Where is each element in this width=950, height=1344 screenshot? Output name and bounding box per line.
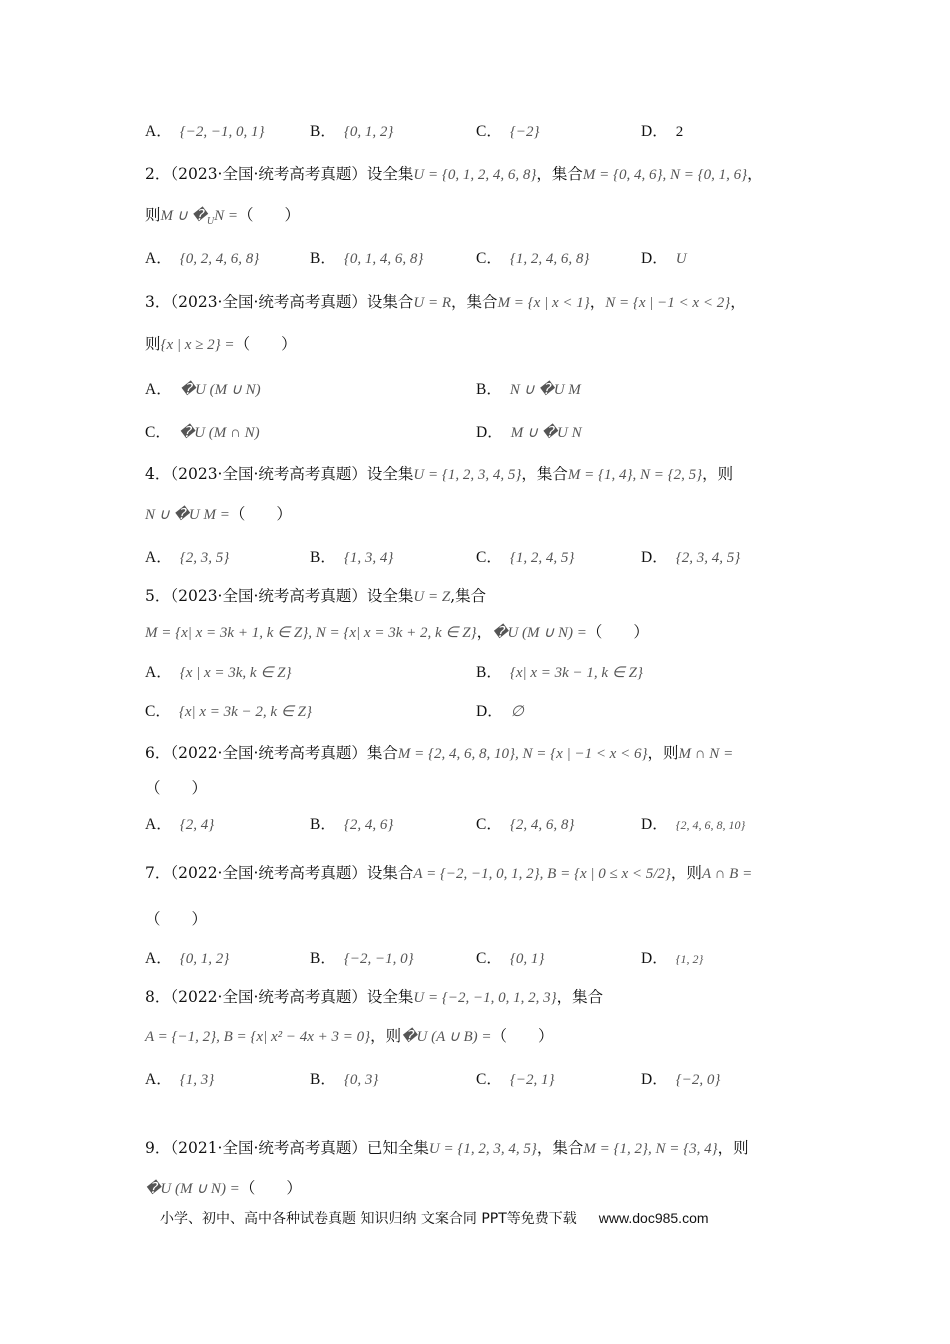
option-value: {1, 3, 4}	[343, 550, 394, 566]
option-label: D．	[641, 816, 668, 833]
q5-stem-line1	[0, 581, 950, 611]
q2-stem-line2	[0, 200, 950, 230]
q7-stem-line1	[0, 858, 950, 888]
option-label: A．	[145, 123, 172, 140]
option-label: D．	[641, 549, 668, 566]
option-value: {−2, −1, 0, 1}	[179, 124, 265, 140]
option-label: B．	[476, 381, 502, 398]
option-label: A．	[145, 1071, 172, 1088]
stem-text: ,集合	[450, 587, 487, 605]
q9-stem-line1	[0, 1133, 950, 1163]
q5-stem	[145, 581, 486, 612]
option-value: {1, 2}	[675, 952, 704, 966]
q1-options	[0, 116, 950, 146]
stem-text: ，	[589, 293, 606, 311]
answer-paren: （ ）	[145, 779, 208, 797]
math-expr: U = {0, 1, 2, 4, 6, 8}	[413, 167, 537, 183]
q7-stem-cont	[145, 904, 207, 934]
answer-paren: （ ）	[229, 505, 292, 523]
option-value: {0, 3}	[343, 1072, 379, 1088]
math-expr: A = {−2, −1, 0, 1, 2}, B = {x | 0 ≤ x < 5/2}	[413, 866, 671, 882]
option-value: {x| x = 3k − 2, k ∈ Z}	[178, 704, 312, 720]
q2-option-a[interactable]	[145, 243, 259, 274]
page-footer	[160, 1208, 709, 1228]
q6-stem-line2	[0, 773, 950, 803]
option-label: A．	[145, 816, 172, 833]
option-value: {2, 4}	[179, 817, 215, 833]
answer-paren: （ ）	[238, 206, 301, 224]
stem-text: 7．（2022·全国·统考高考真题）设集合	[145, 864, 414, 882]
math-expr: N =	[214, 208, 238, 224]
q5-option-c[interactable]	[145, 696, 312, 727]
q7-stem-line2	[0, 904, 950, 934]
option-value: {−2}	[509, 124, 540, 140]
stem-text: ，集合	[451, 293, 498, 311]
stem-text: 则	[145, 206, 161, 224]
q2-option-c[interactable]	[476, 243, 589, 274]
stem-text: ，	[730, 293, 746, 311]
q3-option-c[interactable]	[145, 417, 260, 448]
option-label: D．	[641, 250, 668, 267]
math-expr: M ∩ N =	[678, 746, 734, 762]
option-value: {−2, 1}	[509, 1072, 555, 1088]
q6-option-d[interactable]	[641, 809, 745, 840]
math-expr: M ∪ �	[160, 208, 207, 224]
option-value: {−2, 0}	[675, 1072, 721, 1088]
stem-text: ，集合	[556, 988, 604, 1006]
math-expr: N ∪ �U M =	[145, 507, 230, 523]
option-label: D．	[641, 123, 668, 140]
footer-site-link[interactable]: www.doc985.com	[598, 1210, 709, 1226]
math-expr: M = {1, 2}, N = {3, 4}	[583, 1141, 718, 1157]
q3-options-row2	[0, 417, 950, 447]
q2-option-b[interactable]	[310, 243, 423, 274]
q8-option-a[interactable]	[145, 1064, 214, 1095]
q4-stem-line1	[0, 459, 950, 489]
option-value: ∅	[510, 704, 524, 720]
option-value: N ∪ �U M	[509, 382, 581, 398]
q5-option-a[interactable]	[145, 657, 292, 688]
q3-stem	[145, 287, 746, 318]
option-value: {0, 1, 4, 6, 8}	[343, 251, 424, 267]
q3-option-a[interactable]	[145, 374, 261, 405]
option-label: A．	[145, 381, 172, 398]
option-label: A．	[145, 664, 172, 681]
q4-stem-line2	[0, 499, 950, 529]
q1-option-d[interactable]	[641, 116, 683, 147]
answer-paren: （ ）	[586, 623, 649, 641]
option-label: D．	[641, 950, 668, 967]
q9-stem	[145, 1133, 749, 1164]
q2-stem	[145, 159, 763, 190]
option-label: D．	[476, 703, 503, 720]
option-value: U	[675, 251, 687, 267]
math-expr: A ∩ B =	[701, 866, 753, 882]
stem-text: 则	[145, 335, 161, 353]
q6-stem-cont	[145, 773, 207, 803]
math-expr: U = R	[413, 295, 452, 311]
q8-stem-line2	[0, 1021, 950, 1051]
q4-stem	[145, 459, 733, 490]
q4-option-b[interactable]	[310, 542, 393, 573]
option-label: C．	[476, 816, 502, 833]
q3-stem-line1	[0, 287, 950, 317]
option-value: {x| x = 3k − 1, k ∈ Z}	[509, 665, 643, 681]
option-label: B．	[310, 123, 336, 140]
stem-text: ，集合	[536, 1139, 584, 1157]
option-label: B．	[310, 816, 336, 833]
stem-text: ，	[476, 623, 493, 641]
q8-option-c[interactable]	[476, 1064, 554, 1095]
q6-option-c[interactable]	[476, 809, 574, 840]
math-expr: �U (M ∪ N) =	[492, 625, 587, 641]
option-label: C．	[476, 1071, 502, 1088]
stem-text: ，则	[370, 1027, 402, 1045]
math-expr: M = {2, 4, 6, 8, 10}, N = {x | −1 < x < 6}	[397, 746, 648, 762]
q2-stem-line1	[0, 159, 950, 189]
math-sub: U	[206, 216, 215, 228]
q1-option-a[interactable]	[145, 116, 264, 147]
answer-paren: （ ）	[491, 1027, 554, 1045]
option-value: {2, 4, 6, 8}	[509, 817, 575, 833]
option-label: C．	[476, 549, 502, 566]
option-label: A．	[145, 549, 172, 566]
stem-text: 2．（2023·全国·统考高考真题）设全集	[145, 165, 414, 183]
option-label: C．	[145, 424, 171, 441]
option-label: B．	[310, 250, 336, 267]
option-value: 2	[675, 124, 684, 140]
option-label: B．	[310, 1071, 336, 1088]
math-expr: A = {−1, 2}, B = {x| x² − 4x + 3 = 0}	[145, 1029, 371, 1045]
stem-text: 3．（2023·全国·统考高考真题）设集合	[145, 293, 414, 311]
q3-option-b[interactable]	[476, 374, 581, 405]
option-value: {x | x = 3k, k ∈ Z}	[179, 665, 292, 681]
option-label: A．	[145, 250, 172, 267]
option-label: A．	[145, 950, 172, 967]
q2-stem-cont	[145, 200, 300, 237]
q7-option-b[interactable]	[310, 943, 414, 974]
q8-stem	[145, 982, 603, 1013]
stem-text: ，则	[717, 1139, 749, 1157]
q8-option-d[interactable]	[641, 1064, 720, 1095]
option-value: {−2, −1, 0}	[343, 951, 414, 967]
math-expr: U = Z	[413, 589, 451, 605]
q5-stem-cont	[145, 617, 649, 648]
option-label: B．	[476, 664, 502, 681]
stem-text: ，则	[647, 744, 679, 762]
stem-text: 4．（2023·全国·统考高考真题）设全集	[145, 465, 414, 483]
q6-option-a[interactable]	[145, 809, 214, 840]
q8-options	[0, 1064, 950, 1094]
q4-option-a[interactable]	[145, 542, 229, 573]
option-value: {2, 4, 6}	[343, 817, 394, 833]
q9-stem-cont	[145, 1173, 302, 1204]
math-expr: �U (M ∪ N) =	[145, 1181, 240, 1197]
stem-text: 8．（2022·全国·统考高考真题）设全集	[145, 988, 414, 1006]
q2-options	[0, 243, 950, 273]
option-value: {2, 3, 5}	[179, 550, 230, 566]
math-expr: U = {1, 2, 3, 4, 5}	[413, 467, 522, 483]
q3-stem-line2	[0, 329, 950, 359]
q3-options-row1	[0, 374, 950, 404]
option-value: {2, 3, 4, 5}	[675, 550, 741, 566]
answer-paren: （ ）	[234, 335, 297, 353]
q4-option-c[interactable]	[476, 542, 574, 573]
q7-options	[0, 943, 950, 973]
option-label: C．	[145, 703, 171, 720]
option-value: {0, 1}	[509, 951, 545, 967]
option-label: C．	[476, 123, 502, 140]
stem-text: ，集合	[536, 165, 583, 183]
math-expr: M = {x | x < 1}	[497, 295, 590, 311]
option-value: �U (M ∩ N)	[178, 425, 260, 441]
q6-option-b[interactable]	[310, 809, 393, 840]
q1-option-c[interactable]	[476, 116, 539, 147]
option-label: D．	[476, 424, 503, 441]
option-value: �U (M ∪ N)	[179, 382, 261, 398]
footer-text: 小学、初中、高中各种试卷真题 知识归纳 文案合同 PPT等免费下载	[160, 1211, 577, 1227]
option-label: C．	[476, 250, 502, 267]
option-value: {1, 2, 4, 5}	[509, 550, 575, 566]
q2-option-d[interactable]	[641, 243, 687, 274]
stem-text: ，集合	[521, 465, 568, 483]
q5-stem-line2	[0, 617, 950, 647]
option-value: {2, 4, 6, 8, 10}	[675, 818, 746, 832]
stem-text: ，则	[702, 465, 734, 483]
math-expr: M = {1, 4}, N = {2, 5}	[567, 467, 703, 483]
option-value: {1, 2, 4, 6, 8}	[509, 251, 590, 267]
q7-stem	[145, 858, 752, 889]
option-value: {0, 1, 2}	[179, 951, 230, 967]
q8-stem-line1	[0, 982, 950, 1012]
stem-text: ，	[747, 165, 763, 183]
stem-text: 5．（2023·全国·统考高考真题）设全集	[145, 587, 414, 605]
math-expr: �U (A ∪ B) =	[401, 1029, 492, 1045]
q4-options	[0, 542, 950, 572]
stem-text: ，则	[670, 864, 702, 882]
q6-options	[0, 809, 950, 839]
q5-option-d[interactable]	[476, 696, 524, 727]
q5-options-row1	[0, 657, 950, 687]
q9-stem-line2	[0, 1173, 950, 1203]
option-label: D．	[641, 1071, 668, 1088]
option-value: {0, 1, 2}	[343, 124, 394, 140]
q4-option-d[interactable]	[641, 542, 740, 573]
math-expr: N = {x | −1 < x < 2}	[605, 295, 731, 311]
stem-text: 9．（2021·全国·统考高考真题）已知全集	[145, 1139, 429, 1157]
q5-options-row2	[0, 696, 950, 726]
q6-stem-line1	[0, 738, 950, 768]
option-label: B．	[310, 950, 336, 967]
q7-option-c[interactable]	[476, 943, 544, 974]
stem-text: 6．（2022·全国·统考高考真题）集合	[145, 744, 398, 762]
math-expr: M = {x| x = 3k + 1, k ∈ Z}, N = {x| x = 3k + 2, k ∈ Z}	[145, 625, 477, 641]
option-label: C．	[476, 950, 502, 967]
answer-paren: （ ）	[239, 1179, 302, 1197]
math-expr: U = {−2, −1, 0, 1, 2, 3}	[413, 990, 557, 1006]
option-label: B．	[310, 549, 336, 566]
answer-paren: （ ）	[145, 910, 208, 928]
option-value: {0, 2, 4, 6, 8}	[179, 251, 260, 267]
q8-option-b[interactable]	[310, 1064, 378, 1095]
option-value: M ∪ �U N	[510, 425, 582, 441]
q8-stem-cont	[145, 1021, 554, 1052]
q4-stem-cont	[145, 499, 292, 530]
q1-option-b[interactable]	[310, 116, 393, 147]
q3-stem-cont	[145, 329, 297, 360]
q7-option-d[interactable]	[641, 943, 703, 974]
option-value: {1, 3}	[179, 1072, 215, 1088]
math-expr: M = {0, 4, 6}, N = {0, 1, 6}	[582, 167, 748, 183]
q6-stem	[145, 738, 733, 769]
math-expr: U = {1, 2, 3, 4, 5}	[428, 1141, 537, 1157]
q5-option-b[interactable]	[476, 657, 643, 688]
math-expr: {x | x ≥ 2} =	[160, 337, 235, 353]
q3-option-d[interactable]	[476, 417, 582, 448]
q7-option-a[interactable]	[145, 943, 229, 974]
